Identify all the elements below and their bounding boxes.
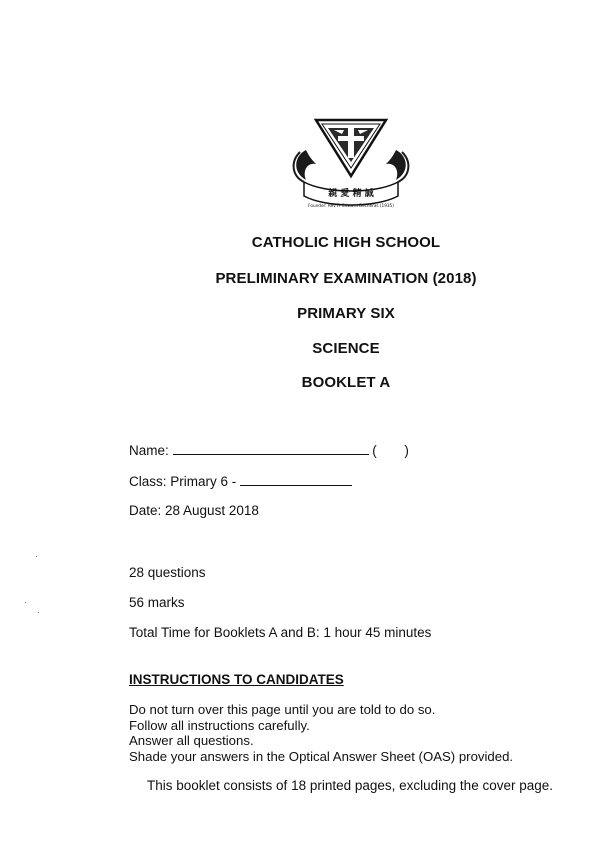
scan-speck — [36, 556, 37, 557]
question-count: 28 questions — [129, 565, 206, 580]
index-paren-open: ( — [372, 443, 377, 458]
exam-title-heading: PRELIMINARY EXAMINATION (2018) — [215, 270, 477, 287]
scan-speck — [25, 602, 26, 603]
name-blank-line — [173, 443, 369, 455]
subject-heading: SCIENCE — [312, 340, 380, 357]
instruction-line: Follow all instructions carefully. — [129, 717, 310, 733]
instruction-line: Shade your answers in the Optical Answer Sheet (OAS) provided. — [129, 748, 514, 764]
date-line: Date: 28 August 2018 — [129, 503, 259, 518]
name-field-row — [129, 443, 409, 458]
class-label: Class: Primary 6 - — [129, 474, 237, 489]
svg-text:親 愛 精 誠: 親 愛 精 誠 — [328, 189, 374, 199]
scan-speck — [38, 612, 39, 613]
booklet-heading: BOOKLET A — [301, 374, 391, 391]
level-heading: PRIMARY SIX — [297, 305, 395, 322]
class-blank-line — [240, 474, 352, 486]
index-paren-close: ) — [404, 443, 409, 458]
total-marks: 56 marks — [129, 595, 185, 610]
school-crest-logo — [286, 112, 416, 212]
class-field-row — [129, 474, 352, 489]
instruction-line: Answer all questions. — [129, 733, 254, 748]
total-time: Total Time for Booklets A and B: 1 hour 45 minutes — [129, 625, 432, 640]
page-count-note: This booklet consists of 18 printed pages, excluding the cover page. — [147, 778, 553, 793]
instructions-title: INSTRUCTIONS TO CANDIDATES — [129, 672, 344, 687]
name-label: Name: — [129, 443, 169, 458]
crest-emblem — [286, 112, 416, 212]
instruction-line: Do not turn over this page until you are told to do so. — [129, 702, 436, 717]
school-name-heading: CATHOLIC HIGH SCHOOL — [251, 234, 441, 251]
instructions-list — [129, 702, 513, 764]
svg-text:Founder: Rev Fr Edward Bechera: Founder: Rev Fr Edward Becheras (1935) — [308, 203, 394, 208]
